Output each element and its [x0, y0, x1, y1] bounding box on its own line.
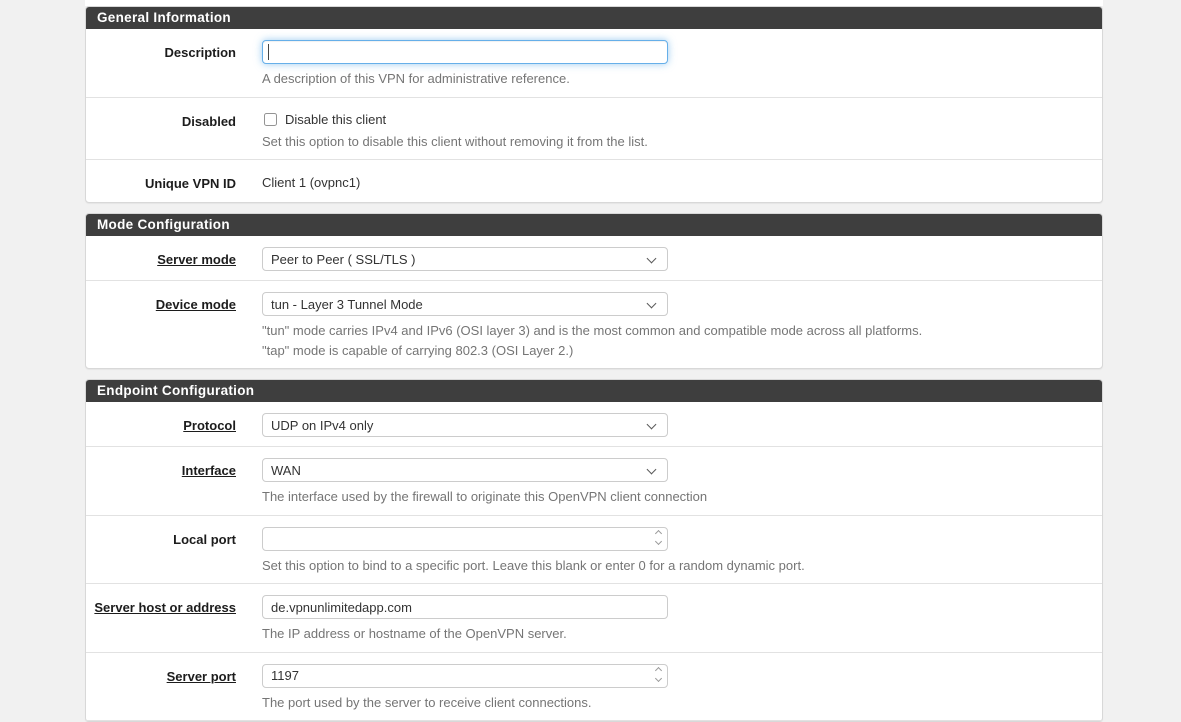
- panel-mode-configuration: [85, 213, 1103, 369]
- input-col: [262, 527, 1087, 575]
- label-col: [86, 171, 262, 193]
- panel-heading-general-information: [86, 7, 1102, 29]
- device-mode-label: Device mode: [155, 297, 236, 313]
- label-col: [86, 40, 262, 88]
- content-column: [85, 0, 1103, 722]
- help-text: The port used by the server to receive client connections.: [262, 694, 592, 710]
- form-row-server-mode: [86, 236, 1102, 281]
- help-text: "tap" mode is capable of carrying 802.3 (OSI Layer 2.): [262, 342, 574, 358]
- server-mode-select[interactable]: [262, 247, 668, 271]
- protocol-select-wrap: [262, 413, 668, 437]
- label-col: [86, 664, 262, 712]
- input-col: [262, 664, 1087, 712]
- stepper-down-icon[interactable]: [655, 675, 662, 682]
- input-col: [262, 40, 1087, 88]
- panel-heading-endpoint-configuration: [86, 380, 1102, 402]
- input-col: [262, 247, 1087, 271]
- server-port-input[interactable]: [262, 664, 668, 688]
- server-port-input-wrap: [262, 664, 668, 688]
- description-input-wrap: [262, 40, 668, 64]
- form-row-disabled: [86, 98, 1102, 161]
- description-input[interactable]: [262, 40, 668, 64]
- input-col: [262, 109, 1087, 151]
- device-mode-select-wrap: [262, 292, 668, 316]
- stepper-down-icon[interactable]: [655, 538, 662, 545]
- form-row-device-mode: [86, 281, 1102, 368]
- label-col: [86, 292, 262, 359]
- input-col: [262, 595, 1087, 643]
- stepper-up-icon[interactable]: [655, 667, 662, 674]
- help-text: The IP address or hostname of the OpenVPN server.: [262, 626, 567, 642]
- protocol-label: Protocol: [183, 418, 236, 434]
- device-mode-select[interactable]: [262, 292, 668, 316]
- help-text: "tun" mode carries IPv4 and IPv6 (OSI layer 3) and is the most common and compatible mode across all platforms.: [262, 323, 923, 339]
- number-stepper: [656, 668, 661, 681]
- help-text: Set this option to disable this client without removing it from the list.: [262, 133, 648, 149]
- panel-body: [86, 29, 1102, 202]
- unique-vpn-id-value: Client 1 (ovpnc1): [262, 175, 361, 191]
- description-label: Description: [164, 45, 236, 60]
- disable-client-checkbox-line: [262, 109, 1087, 127]
- help-text: Set this option to bind to a specific port. Leave this blank or enter 0 for a random dynamic port.: [262, 557, 805, 573]
- label-col: [86, 527, 262, 575]
- label-col: [86, 595, 262, 643]
- label-col: [86, 247, 262, 271]
- help-text: The interface used by the firewall to originate this OpenVPN client connection: [262, 489, 708, 505]
- protocol-select[interactable]: [262, 413, 668, 437]
- number-stepper: [656, 531, 661, 544]
- server-mode-label: Server mode: [157, 252, 236, 268]
- interface-select[interactable]: [262, 458, 668, 482]
- input-col: [262, 171, 1087, 193]
- unique-vpn-id-label: Unique VPN ID: [144, 176, 236, 192]
- local-port-input[interactable]: [262, 527, 668, 551]
- text-cursor-caret: [268, 44, 269, 60]
- form-row-description: [86, 29, 1102, 98]
- disable-client-checkbox[interactable]: [264, 113, 277, 126]
- input-col: [262, 458, 1087, 506]
- interface-label: Interface: [181, 463, 236, 479]
- server-host-input[interactable]: [262, 595, 668, 619]
- stepper-up-icon[interactable]: [655, 530, 662, 537]
- server-host-label: Server host or address: [94, 600, 236, 616]
- panel-general-information: [85, 6, 1103, 203]
- server-port-label: Server port: [166, 668, 236, 684]
- label-col: [86, 413, 262, 437]
- form-row-server-host: [86, 584, 1102, 653]
- form-row-server-port: [86, 653, 1102, 722]
- server-host-input-wrap: [262, 595, 668, 619]
- form-row-interface: [86, 447, 1102, 516]
- panel-heading-mode-configuration: [86, 214, 1102, 236]
- form-row-local-port: [86, 516, 1102, 585]
- form-row-protocol: [86, 402, 1102, 447]
- disable-client-checkbox-label[interactable]: Disable this client: [285, 111, 387, 127]
- help-text: A description of this VPN for administrative reference.: [262, 71, 570, 86]
- input-col: [262, 413, 1087, 437]
- panel-title: Mode Configuration: [97, 217, 230, 233]
- interface-select-wrap: [262, 458, 668, 482]
- form-row-unique-vpn-id: [86, 160, 1102, 202]
- panel-title: General Information: [97, 10, 231, 25]
- disabled-label: Disabled: [181, 113, 236, 129]
- panel-endpoint-configuration: [85, 379, 1103, 722]
- label-col: [86, 458, 262, 506]
- server-mode-select-wrap: [262, 247, 668, 271]
- local-port-input-wrap: [262, 527, 668, 551]
- panel-title: Endpoint Configuration: [97, 383, 255, 399]
- label-col: [86, 109, 262, 151]
- panel-body: [86, 236, 1102, 368]
- input-col: [262, 292, 1087, 359]
- local-port-label: Local port: [173, 531, 236, 547]
- panel-body: [86, 402, 1102, 721]
